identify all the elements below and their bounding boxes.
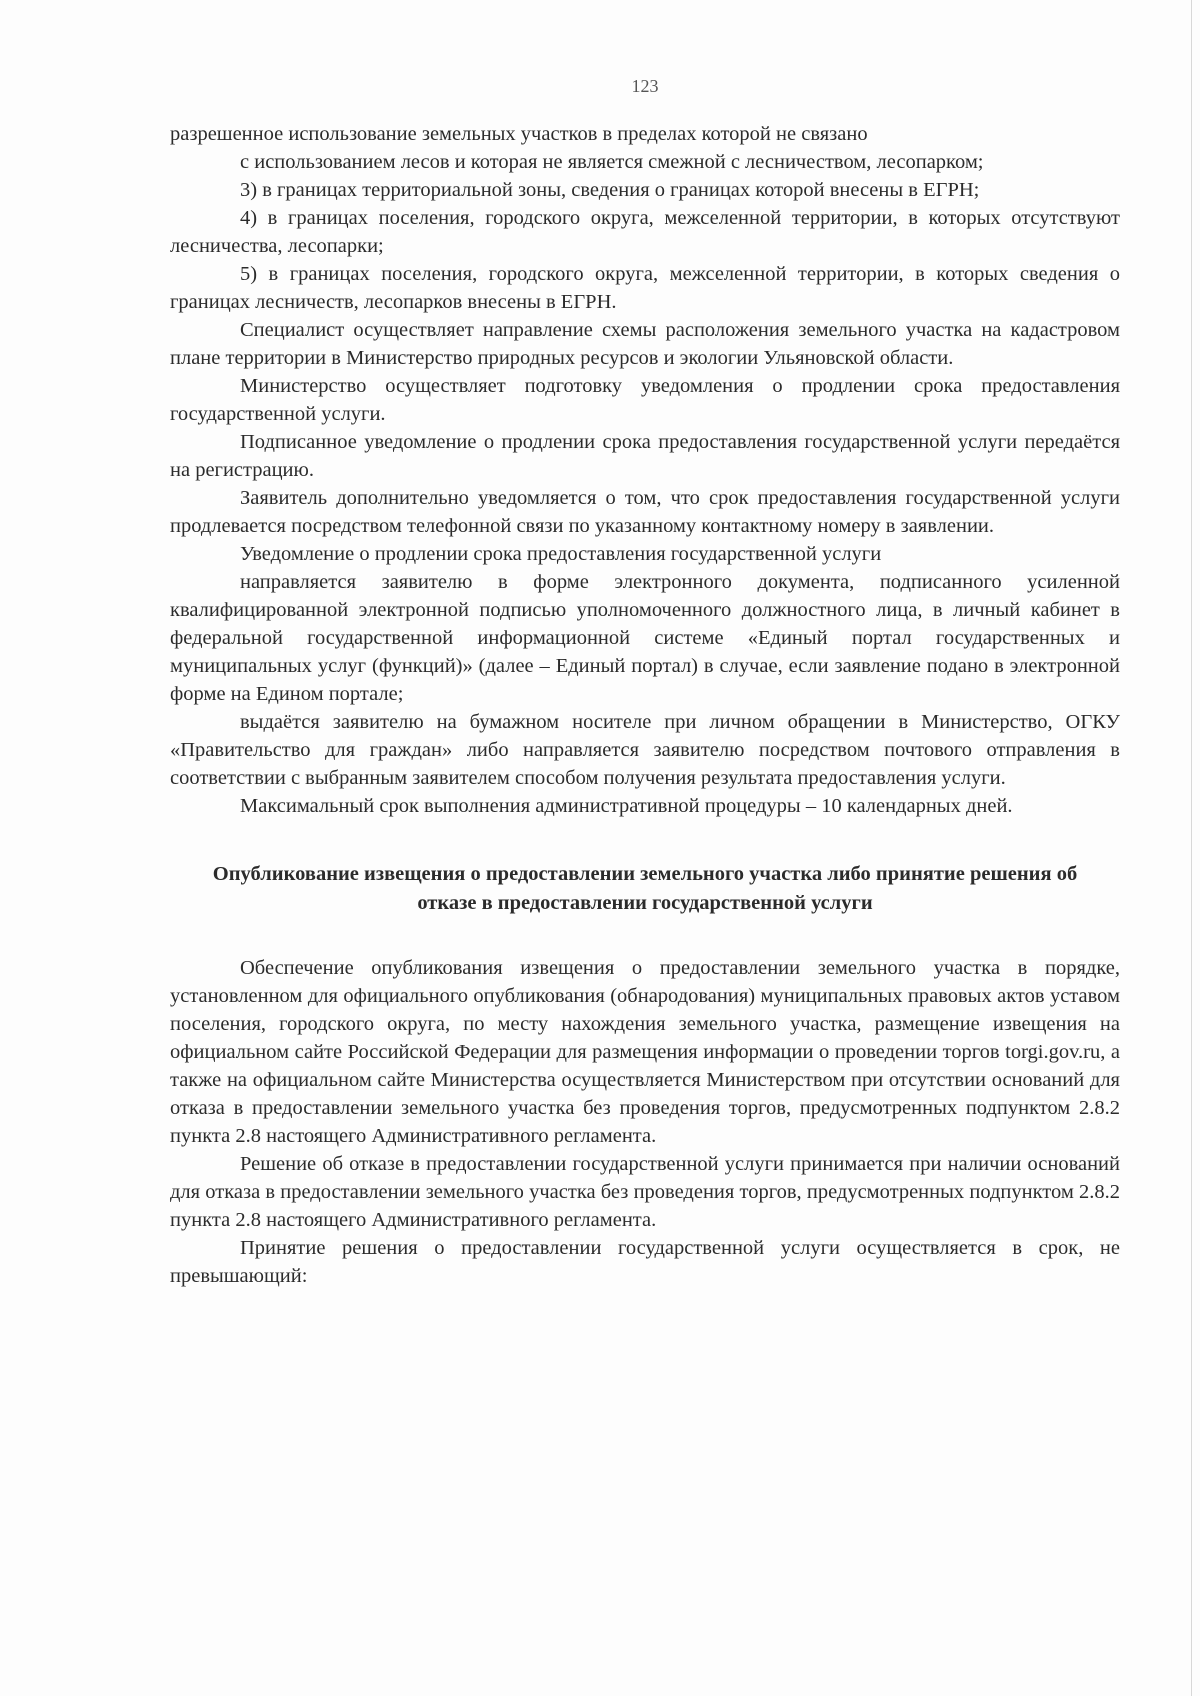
paragraph: разрешенное использование земельных участков в пределах которой не связано [170, 123, 868, 145]
text-section-top [170, 120, 1120, 820]
paragraph: Специалист осуществляет направление схемы расположения земельного участка на кадастровом плане территории в Министерство природных ресурсов и экологии Ульяновской области. [170, 319, 1120, 369]
paragraph: выдаётся заявителю на бумажном носителе при личном обращении в Министерство, ОГКУ «Правительство для граждан» либо направляется заявителю посредством почтового отправления в соответствии с выбранным заявителем способом получения результата предоставления услуги. [170, 711, 1120, 789]
scan-edge-line [1191, 0, 1192, 1696]
document-body [170, 120, 1120, 1290]
paragraph: с использованием лесов и которая не является смежной с лесничеством, лесопарком; [240, 151, 984, 173]
paragraph: Подписанное уведомление о продлении срока предоставления государственной услуги передаётся на регистрацию. [170, 431, 1120, 481]
paragraph: Принятие решения о предоставлении государственной услуги осуществляется в срок, не превышающий: [170, 1237, 1120, 1287]
paragraph: Министерство осуществляет подготовку уведомления о продлении срока предоставления государственной услуги. [170, 375, 1120, 425]
paragraph: Максимальный срок выполнения административной процедуры – 10 календарных дней. [240, 795, 1013, 817]
paragraph: Обеспечение опубликования извещения о предоставлении земельного участка в порядке, установленном для официального опубликования (обнародования) муниципальных правовых актов уставом поселения, городского округа, по месту нахождения земельного участка, размещение извещения на официальном сайте Российской Федерации для размещения информации о проведении торгов torgi.gov.ru, а также на официальном сайте Министерства осуществляется Министерством при отсутствии оснований для отказа в предоставлении земельного участка без проведения торгов, предусмотренных подпунктом 2.8.2 пункта 2.8 настоящего Административного регламента. [170, 957, 1120, 1147]
paragraph: направляется заявителю в форме электронного документа, подписанного усиленной квалифицированной электронной подписью уполномоченного должностного лица, в личный кабинет в федеральной государственной информационной системе «Единый портал государственных и муниципальных услуг (функций)» (далее – Единый портал) в случае, если заявление подано в электронной форме на Едином портале; [170, 571, 1120, 705]
page-number: 123 [631, 76, 659, 96]
paragraph: 3) в границах территориальной зоны, сведения о границах которой внесены в ЕГРН; [240, 179, 980, 201]
paragraph: Заявитель дополнительно уведомляется о том, что срок предоставления государственной услуги продлевается посредством телефонной связи по указанному контактному номеру в заявлении. [170, 487, 1120, 537]
paragraph: 5) в границах поселения, городского округа, межселенной территории, в которых сведения о границах лесничеств, лесопарков внесены в ЕГРН. [170, 263, 1120, 313]
section-heading: Опубликование извещения о предоставлении земельного участка либо принятие решения об отказе в предоставлении государственной услуги [212, 863, 1078, 914]
text-section-bottom [170, 954, 1120, 1290]
paragraph: Уведомление о продлении срока предоставления государственной услуги [240, 543, 882, 565]
paragraph: 4) в границах поселения, городского округа, межселенной территории, в которых отсутствуют лесничества, лесопарки; [170, 207, 1120, 257]
paragraph: Решение об отказе в предоставлении государственной услуги принимается при наличии оснований для отказа в предоставлении земельного участка без проведения торгов, предусмотренных подпунктом 2.8.2 пункта 2.8 настоящего Административного регламента. [170, 1153, 1120, 1231]
